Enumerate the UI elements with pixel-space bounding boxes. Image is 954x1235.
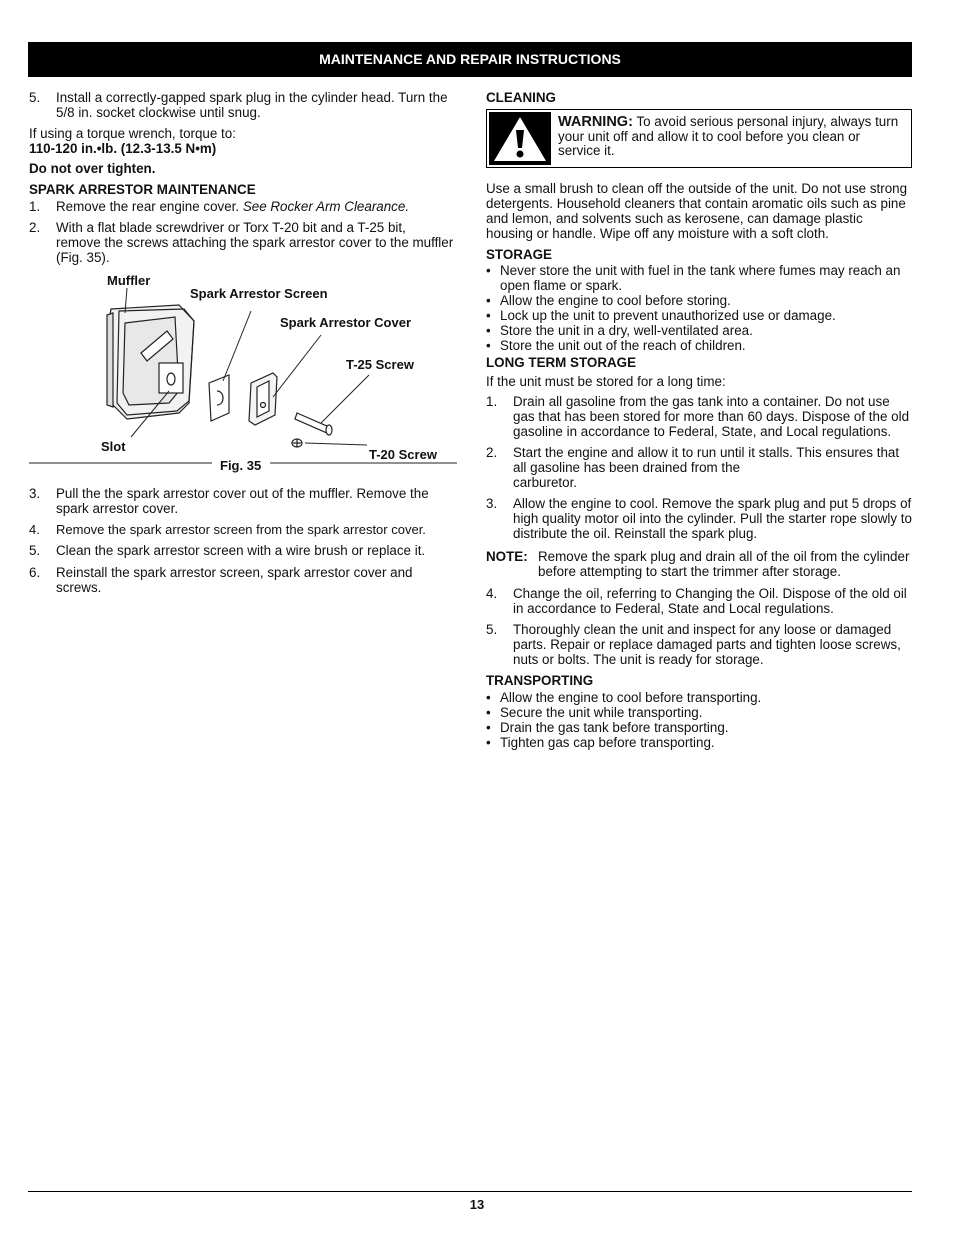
step-text: Thoroughly clean the unit and inspect for any loose or damaged parts. Repair or replace damaged parts and tighten loose screws, nuts or bolts. The unit is ready for storage. — [513, 622, 901, 667]
step-number: 5. — [29, 90, 41, 105]
step-text: With a flat blade screwdriver or Torx T-20 bit and a T-25 bit, remove the screws attaching the spark arrestor cover to the muffler (Fig. 35). — [56, 220, 454, 265]
storage-step-5: 5. Thoroughly clean the unit and inspect for any loose or damaged parts. Repair or replace damaged parts and tighten loose screws, nuts or bolts. The unit is ready for storage. — [486, 622, 912, 667]
muffler-illustration — [107, 305, 194, 419]
step-text: Remove the rear engine cover. — [56, 199, 243, 214]
warning-box — [486, 109, 912, 168]
spark-step-5 — [29, 543, 454, 558]
cleaning-text: Use a small brush to clean off the outside of the unit. Do not use strong detergents. Household cleaners that contain aromatic oils such as pine and lemon, and solvents such as kerosene, can damage plastic housing or handle. Wipe off any moisture with a soft cloth. — [486, 181, 908, 241]
spark-step-4 — [29, 522, 454, 537]
step-text-continued: carburetor. — [513, 475, 578, 490]
cleaning-heading: CLEANING — [486, 90, 556, 105]
step-number: 5. — [29, 543, 41, 558]
torque-value: 110-120 in.•lb. (12.3-13.5 N•m) — [29, 141, 217, 156]
label-slot: Slot — [101, 439, 126, 454]
list-item: • Store the unit out of the reach of children. — [486, 338, 746, 353]
storage-step-1: 1. Drain all gasoline from the gas tank into a container. Do not use gas that has been stored for more than 60 days. Dispose of the old gasoline in accordance to Federal, State, and Local regulations. — [486, 394, 912, 439]
t20-screw-illustration — [292, 439, 302, 447]
note-label: NOTE: — [486, 549, 528, 564]
storage-step-4: 4. Change the oil, referring to Changing the Oil. Dispose of the old oil in accordance to Federal, State and Local regulations. — [486, 586, 912, 616]
warning-icon-panel — [489, 112, 551, 165]
label-t25-screw: T-25 Screw — [346, 357, 414, 372]
step-text: Reinstall the spark arrestor screen, spark arrestor cover and screws. — [56, 565, 413, 595]
transport-list — [486, 690, 912, 750]
note-text: Remove the spark plug and drain all of the oil from the cylinder before attempting to start the trimmer after storage. — [538, 549, 910, 579]
list-item: • Allow the engine to cool before transporting. — [486, 690, 762, 705]
section-header — [28, 42, 912, 77]
step-number: 3. — [29, 486, 41, 501]
list-item: • Never store the unit with fuel in the tank where fumes may reach an open flame or spark. — [486, 263, 901, 293]
spark-step-2 — [29, 220, 454, 265]
transporting-heading: TRANSPORTING — [486, 673, 594, 688]
storage-list — [486, 263, 912, 353]
step-number: 2. — [29, 220, 41, 235]
warning-message — [558, 115, 901, 159]
footer-rule — [28, 1191, 912, 1192]
long-term-storage-intro: If the unit must be stored for a long time: — [486, 374, 726, 389]
step-text: Start the engine and allow it to run until it stalls. This ensures that all gasoline has been drained from the — [513, 445, 900, 475]
label-spark-arrestor-cover: Spark Arrestor Cover — [280, 315, 412, 330]
no-over-tighten: Do not over tighten. — [29, 161, 156, 176]
label-t20-screw: T-20 Screw — [369, 447, 437, 462]
list-item: • Allow the engine to cool before storing. — [486, 293, 731, 308]
label-muffler: Muffler — [107, 273, 151, 288]
torque-intro: If using a torque wrench, torque to: — [29, 126, 236, 141]
note — [486, 549, 912, 579]
list-item: • Secure the unit while transporting. — [486, 705, 703, 720]
step-text: Remove the spark arrestor screen from the spark arrestor cover. — [56, 522, 426, 537]
list-item: • Tighten gas cap before transporting. — [486, 735, 715, 750]
warning-text: To avoid serious personal injury, always turn your unit off and allow it to cool before you clean or service it. — [558, 114, 899, 158]
long-term-storage-heading: LONG TERM STORAGE — [486, 355, 637, 370]
spark-step-3 — [29, 486, 454, 516]
step-text: Pull the the spark arrestor cover out of the muffler. Remove the spark arrestor cover. — [56, 486, 429, 516]
spark-arrestor-screen-illustration — [209, 375, 229, 421]
step-reference: See Rocker Arm Clearance. — [242, 199, 410, 214]
section-title: MAINTENANCE AND REPAIR INSTRUCTIONS — [319, 51, 621, 67]
t25-screw-illustration — [295, 413, 332, 435]
spark-step-6 — [29, 565, 454, 595]
page-number: 13 — [469, 1197, 485, 1212]
figure-caption: Fig. 35 — [220, 458, 262, 473]
storage-heading: STORAGE — [486, 247, 552, 262]
step-number: 1. — [29, 199, 41, 214]
spark-arrestor-cover-illustration — [249, 373, 277, 425]
figure-35 — [29, 273, 454, 478]
step-text: Drain all gasoline from the gas tank into a container. Do not use gas that has been stored for more than 60 days. Dispose of the old gasoline in accordance to Federal, State, and Local regulations. — [513, 394, 910, 439]
label-spark-arrestor-screen: Spark Arrestor Screen — [190, 286, 328, 301]
warning-label: WARNING: — [558, 114, 633, 130]
step-text: Install a correctly-gapped spark plug in the cylinder head. Turn the 5/8 in. socket clockwise until snug. — [56, 90, 448, 120]
list-item: • Drain the gas tank before transporting. — [486, 720, 729, 735]
list-item: • Lock up the unit to prevent unauthorized use or damage. — [486, 308, 836, 323]
step-number: 4. — [29, 522, 40, 537]
step-text: Allow the engine to cool. Remove the spark plug and put 5 drops of high quality motor oil into the cylinder. Pull the starter rope slowly to distribute the oil. Reinstall the spark plug. — [513, 496, 912, 541]
list-item: • Store the unit in a dry, well-ventilated area. — [486, 323, 753, 338]
step-text: Change the oil, referring to Changing the Oil. Dispose of the old oil in accordance to Federal, State and Local regulations. — [513, 586, 907, 616]
step-text: Clean the spark arrestor screen with a wire brush or replace it. — [56, 543, 426, 558]
storage-step-2: 2. Start the engine and allow it to run until it stalls. This ensures that all gasoline has been drained from the carburetor. — [486, 445, 912, 490]
right-column — [486, 90, 912, 750]
left-column — [29, 90, 454, 595]
warning-triangle-icon — [489, 112, 551, 165]
step-5-install-plug — [29, 90, 454, 120]
spark-step-1 — [29, 199, 454, 214]
step-number: 6. — [29, 565, 41, 580]
spark-arrestor-heading: SPARK ARRESTOR MAINTENANCE — [29, 182, 256, 197]
storage-step-3: 3. Allow the engine to cool. Remove the spark plug and put 5 drops of high quality motor oil into the cylinder. Pull the starter rope slowly to distribute the oil. Reinstall the spark plug. — [486, 496, 912, 541]
